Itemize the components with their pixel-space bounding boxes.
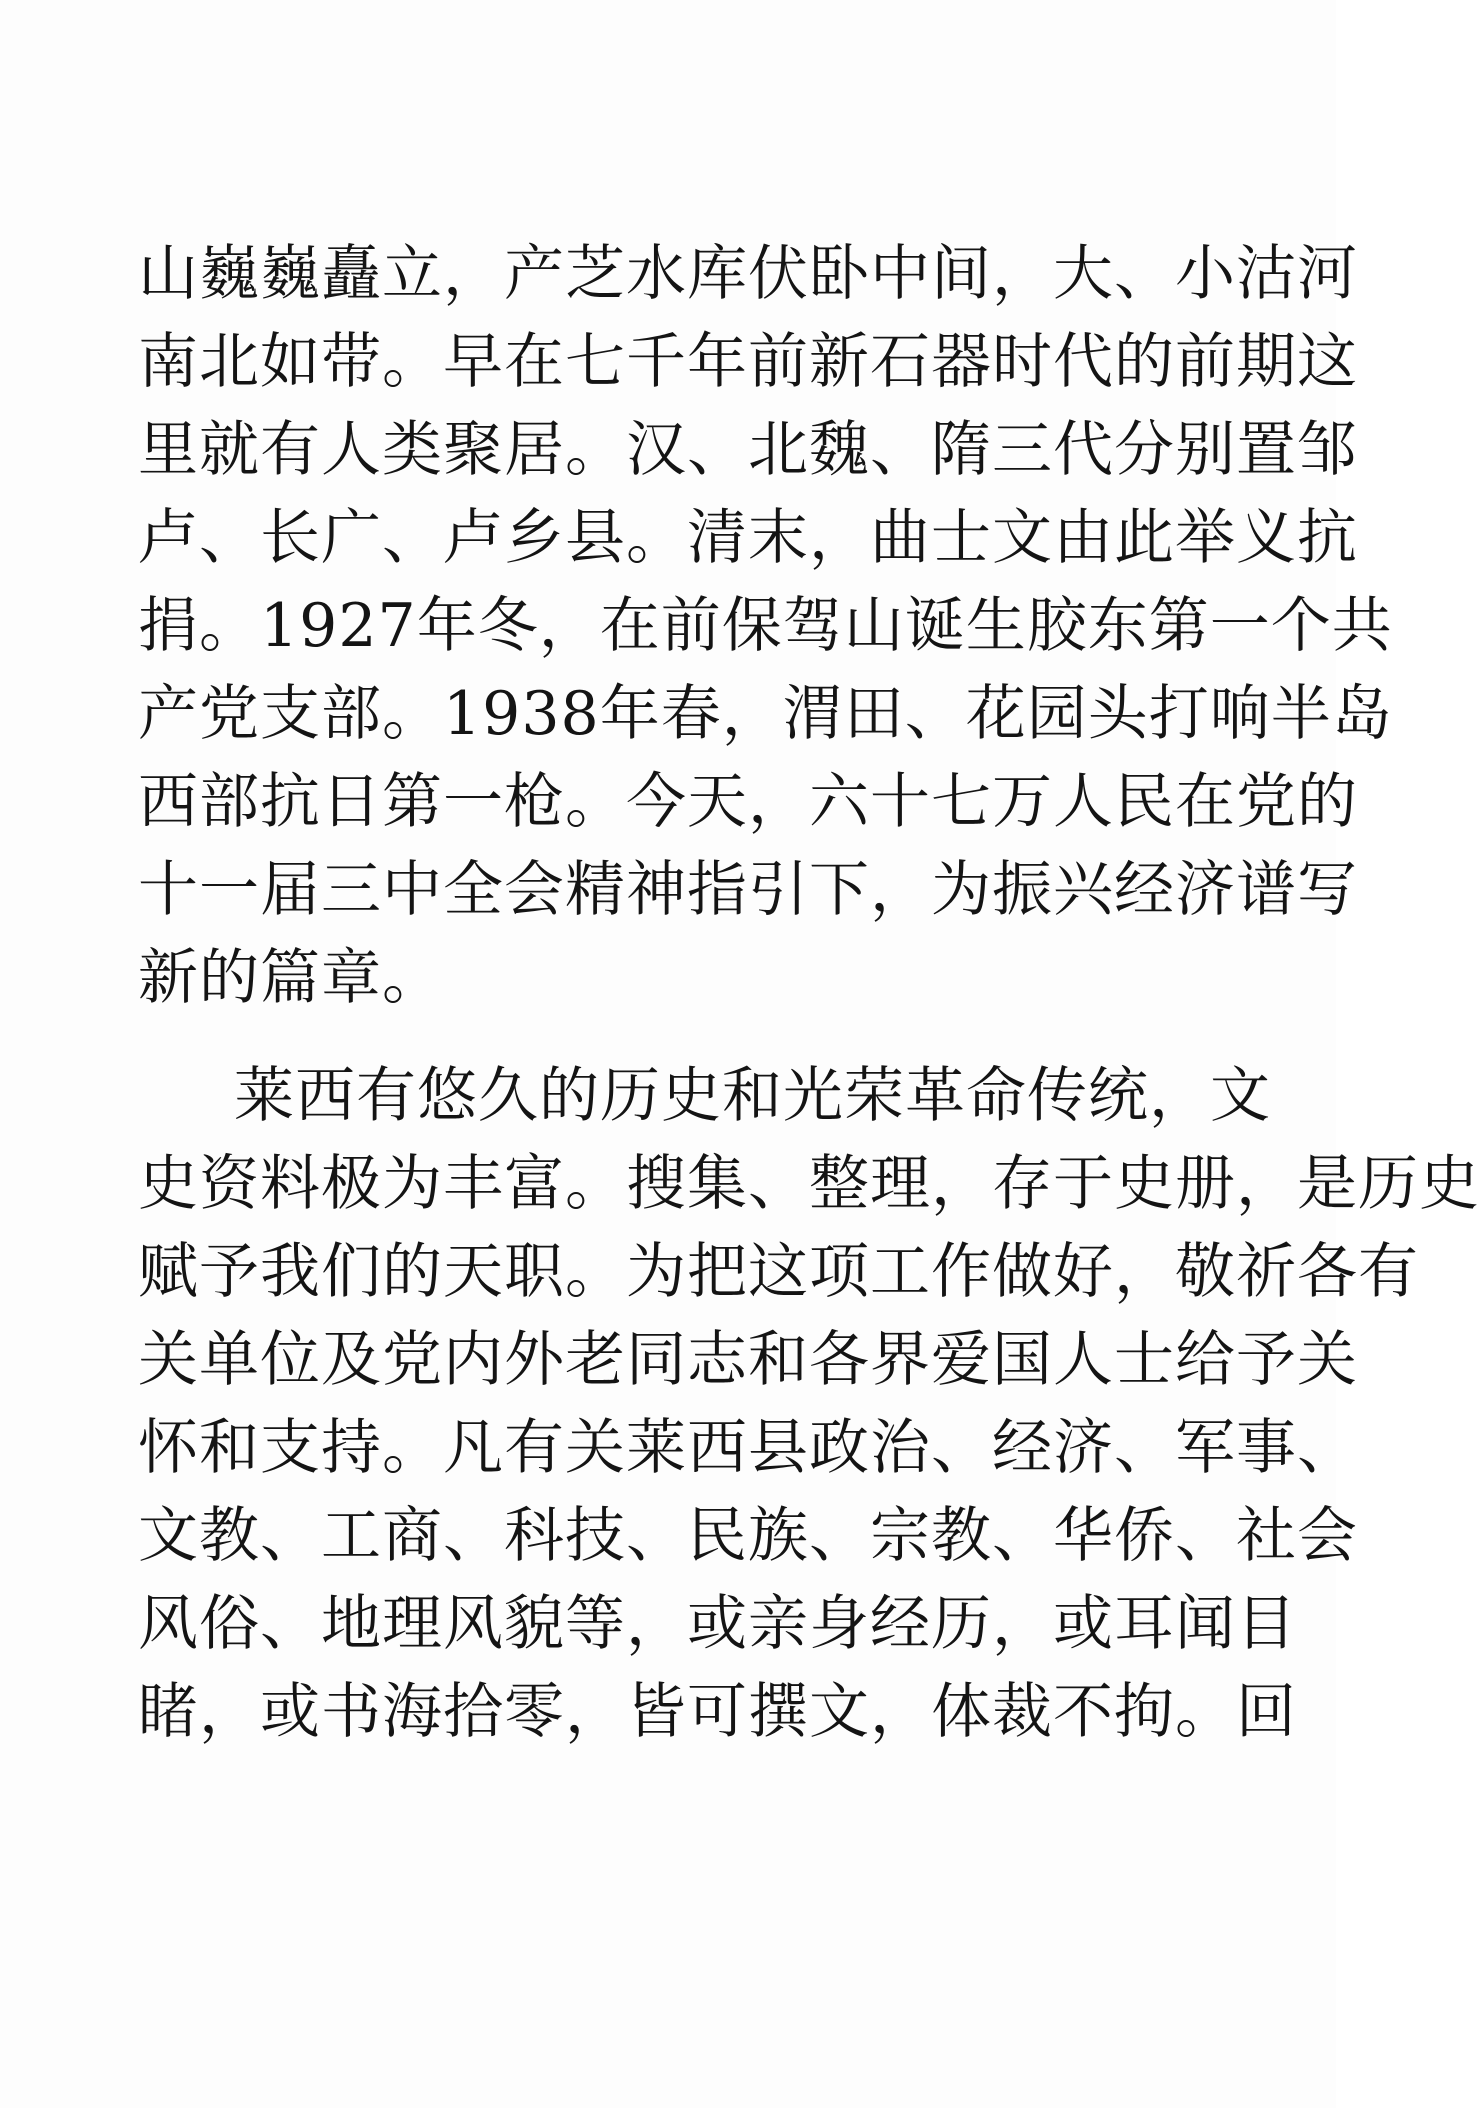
- text-line: 莱西有悠久的历史和光荣革命传统，文: [234, 1061, 1271, 1131]
- text-line: 捐。1927年冬，在前保驾山诞生胶东第一个共: [138, 591, 1393, 661]
- text-line: 卢、长广、卢乡县。清末，曲士文由此举义抗: [138, 503, 1358, 573]
- text-line: 关单位及党内外老同志和各界爱国人士给予关: [138, 1325, 1358, 1395]
- text-line: 新的篇章。: [138, 943, 443, 1013]
- text-line: 赋予我们的天职。为把这项工作做好，敬祈各有: [138, 1237, 1419, 1307]
- text-line: 怀和支持。凡有关莱西县政治、经济、军事、: [138, 1413, 1358, 1483]
- paragraph-gap: [138, 1022, 1210, 1052]
- text-line: 风俗、地理风貌等，或亲身经历，或耳闻目: [138, 1589, 1297, 1659]
- text-line: 史资料极为丰富。搜集、整理，存于史册，是历史: [138, 1149, 1480, 1219]
- text-line: 文教、工商、科技、民族、宗教、华侨、社会: [138, 1501, 1358, 1571]
- text-line: 西部抗日第一枪。今天，六十七万人民在党的: [138, 767, 1358, 837]
- text-line: 里就有人类聚居。汉、北魏、隋三代分别置邹: [138, 415, 1358, 485]
- text-line: 产党支部。1938年春，渭田、花园头打响半岛: [138, 679, 1393, 749]
- text-line: 南北如带。早在七千年前新石器时代的前期这: [138, 327, 1358, 397]
- text-line: 十一届三中全会精神指引下，为振兴经济谱写: [138, 855, 1358, 925]
- text-line: 山巍巍矗立，产芝水库伏卧中间，大、小沽河: [138, 239, 1358, 309]
- text-line: 睹，或书海拾零，皆可撰文，体裁不拘。回: [138, 1677, 1297, 1747]
- body-text: [138, 230, 1480, 1756]
